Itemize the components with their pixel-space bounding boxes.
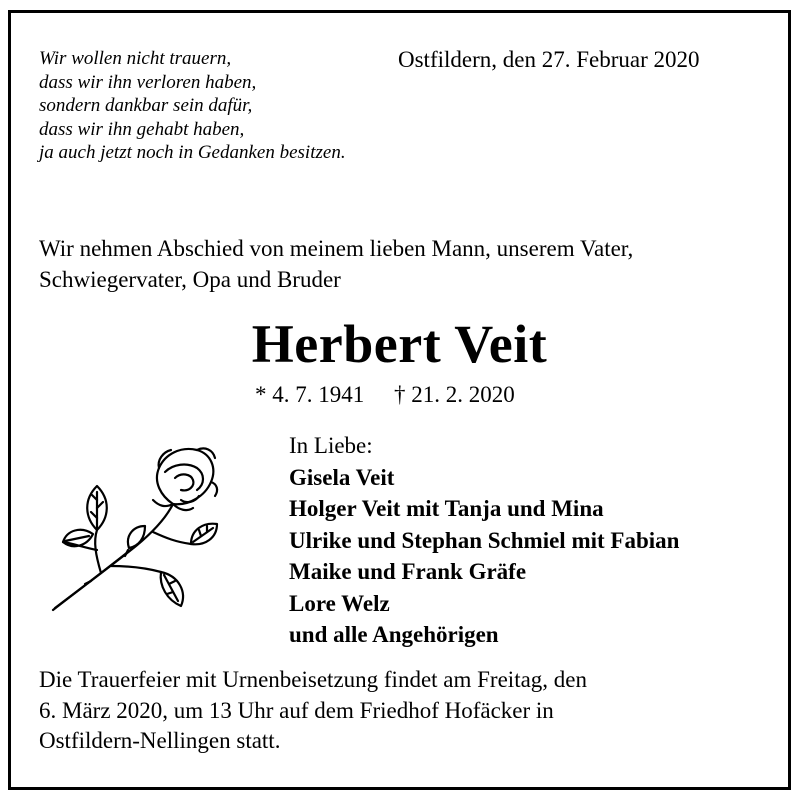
death-date: † 21. 2. 2020 (394, 382, 515, 407)
mourners-list (289, 430, 679, 651)
poem-line: dass wir ihn gehabt haben, (39, 118, 245, 140)
mourner: Gisela Veit (289, 464, 395, 490)
mourner: Maike und Frank Gräfe (289, 559, 527, 584)
birth-date: * 4. 7. 1941 (255, 382, 365, 407)
ceremony-line: 6. März 2020, um 13 Uhr auf dem Friedhof Hofäcker in (39, 697, 554, 723)
mourner: Lore Welz (289, 590, 390, 616)
mourner: Holger Veit mit Tanja und Mina (289, 496, 604, 521)
poem-line: dass wir ihn verloren haben, (39, 71, 257, 93)
poem-line: sondern dankbar sein dafür, (39, 95, 253, 116)
ceremony-line: Die Trauerfeier mit Urnenbeisetzung findet am Freitag, den (39, 667, 588, 692)
mourner: Ulrike und Stephan Schmiel mit Fabian (289, 527, 680, 553)
intro-line: Schwiegervater, Opa und Bruder (39, 267, 341, 292)
life-dates (255, 380, 515, 410)
rose-icon (41, 438, 241, 618)
obituary-frame (8, 10, 791, 790)
mourners-heading: In Liebe: (289, 433, 373, 458)
mourner: und alle Angehörigen (289, 622, 499, 647)
ceremony-notice (39, 665, 587, 757)
poem-line: ja auch jetzt noch in Gedanken besitzen. (39, 142, 346, 163)
farewell-intro (39, 233, 633, 295)
ceremony-line: Ostfildern-Nellingen statt. (39, 728, 281, 753)
poem (39, 47, 346, 165)
intro-line: Wir nehmen Abschied von meinem lieben Mann, unserem Vater, (39, 236, 634, 261)
poem-line: Wir wollen nicht trauern, (39, 48, 232, 69)
place-date: Ostfildern, den 27. Februar 2020 (398, 47, 700, 72)
deceased-name: Herbert Veit (251, 314, 548, 374)
